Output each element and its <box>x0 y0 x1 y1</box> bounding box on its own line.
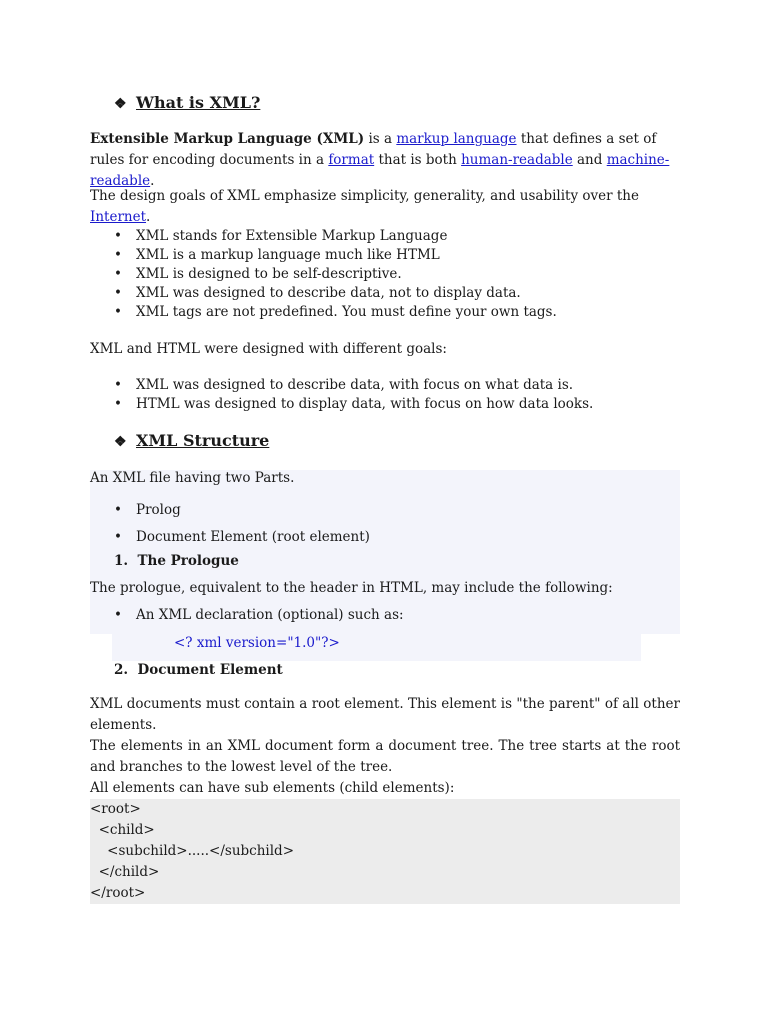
link-format[interactable]: format <box>328 152 375 168</box>
list-item: • HTML was designed to display data, with focus on how data looks. <box>90 395 680 414</box>
intro-paragraph: Extensible Markup Language (XML) is a markup language that defines a set of rules for encoding documents in a format that is both human-readable and machine-readable. <box>90 131 670 189</box>
docel-paragraph-1: XML documents must contain a root element. This element is "the parent" of all other elements. <box>90 696 680 733</box>
diff-list <box>90 376 680 414</box>
link-machine-readable[interactable]: machine-readable <box>90 152 670 189</box>
list-item: • XML is a markup language much like HTML <box>90 246 680 265</box>
heading-xml-structure: ❖ XML Structure <box>114 431 270 450</box>
code-line: <root> <box>90 801 141 817</box>
xml-facts-list <box>90 227 680 322</box>
docel-paragraph-2: The elements in an XML document form a document tree. The tree starts at the root and branches to the lowest level of the tree. <box>90 738 680 775</box>
list-item: • XML was designed to describe data, with focus on what data is. <box>90 376 680 395</box>
docel-paragraph-3: All elements can have sub elements (child elements): <box>90 780 455 796</box>
heading-what-is-xml: ❖ What is XML? <box>114 93 261 112</box>
link-markup-language[interactable]: markup language <box>396 131 517 147</box>
prologue-heading: 1. The Prologue <box>114 553 239 569</box>
diff-intro: XML and HTML were designed with different goals: <box>90 341 447 357</box>
code-line: <child> <box>90 822 155 838</box>
list-item: • An XML declaration (optional) such as: <box>90 606 680 625</box>
list-item: • Prolog <box>90 497 680 524</box>
list-item: • XML is designed to be self-descriptive. <box>90 265 680 284</box>
list-item: • Document Element (root element) <box>90 524 680 551</box>
xml-term: Extensible Markup Language (XML) <box>90 131 365 147</box>
code-line: <subchild>.....</subchild> <box>90 843 295 859</box>
prologue-list <box>90 606 680 625</box>
list-item: • XML tags are not predefined. You must define your own tags. <box>90 303 680 322</box>
link-internet[interactable]: Internet <box>90 209 147 225</box>
link-human-readable[interactable]: human-readable <box>461 152 573 168</box>
diamond-bullet-icon: ❖ <box>114 96 127 112</box>
document-element-heading: 2. Document Element <box>114 662 283 678</box>
code-line: </root> <box>90 885 146 901</box>
parts-list <box>90 497 680 551</box>
xml-declaration-example: <? xml version="1.0"?> <box>174 635 340 651</box>
parts-intro: An XML file having two Parts. <box>90 470 295 486</box>
list-item: • XML was designed to describe data, not to display data. <box>90 284 680 303</box>
diamond-bullet-icon: ❖ <box>114 434 127 450</box>
list-item: • XML stands for Extensible Markup Language <box>90 227 680 246</box>
goals-paragraph: The design goals of XML emphasize simplicity, generality, and usability over the Internet. <box>90 188 639 225</box>
code-line: </child> <box>90 864 160 880</box>
prologue-text: The prologue, equivalent to the header in HTML, may include the following: <box>90 580 613 596</box>
